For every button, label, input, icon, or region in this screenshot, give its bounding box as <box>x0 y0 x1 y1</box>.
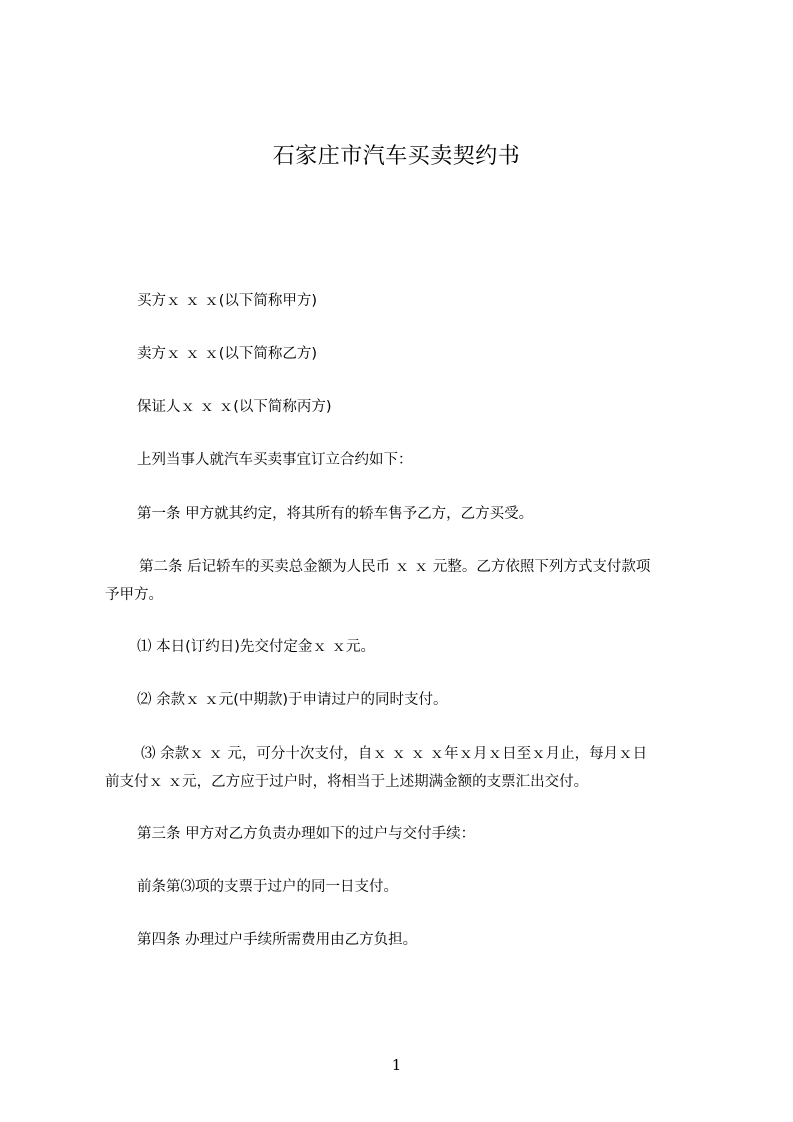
paragraph-text-line1: 第二条 后记轿车的买卖总金额为人民币 ｘ ｘ 元整。乙方依照下列方式支付款项 <box>139 559 651 575</box>
paragraph-text: 第四条 办理过户手续所需费用由乙方负担。 <box>137 932 418 948</box>
paragraph-text: 第三条 甲方对乙方负责办理如下的过户与交付手续： <box>137 826 476 842</box>
paragraph-seller <box>105 340 705 368</box>
paragraph-text: ⑴ 本日(订约日)先交付定金ｘ ｘ元。 <box>137 639 376 655</box>
paragraph-preamble <box>105 446 705 474</box>
paragraph-text-line2: 予甲方。 <box>105 587 163 603</box>
paragraph-article-3 <box>105 820 705 848</box>
paragraph-text-line2: 前支付ｘ ｘ元，乙方应于过户时，将相当于上述期满金额的支票汇出交付。 <box>105 774 589 790</box>
paragraph-article-1 <box>105 500 705 528</box>
paragraph-text: 保证人ｘ ｘ ｘ(以下简称丙方) <box>137 399 332 415</box>
paragraph-item-1 <box>105 633 705 661</box>
paragraph-text-line1: ⑶ 余款ｘ ｘ 元，可分十次支付，自ｘ ｘ ｘ ｘ年ｘ月ｘ日至ｘ月止，每月ｘ日 <box>141 746 648 762</box>
paragraph-guarantor <box>105 393 705 421</box>
paragraph-article-4 <box>105 926 705 954</box>
paragraph-item-3 <box>105 740 705 796</box>
paragraph-article-2 <box>105 553 705 609</box>
paragraph-text: 前条第⑶项的支票于过户的同一日支付。 <box>137 879 398 895</box>
paragraph-item-2 <box>105 686 705 714</box>
paragraph-buyer <box>105 287 705 315</box>
paragraph-text: ⑵ 余款ｘ ｘ元(中期款)于申请过户的同时支付。 <box>137 692 448 708</box>
document-title: 石家庄市汽车买卖契约书 <box>272 144 521 169</box>
paragraph-text: 买方ｘ ｘ ｘ(以下简称甲方) <box>137 293 318 309</box>
paragraph-text: 卖方ｘ ｘ ｘ(以下简称乙方) <box>137 346 318 362</box>
paragraph-text: 第一条 甲方就其约定，将其所有的轿车售予乙方，乙方买受。 <box>137 506 534 522</box>
paragraph-text: 上列当事人就汽车买卖事宜订立合约如下： <box>137 452 413 468</box>
paragraph-cheque-note <box>105 873 705 901</box>
page-number: 1 <box>391 1056 402 1074</box>
